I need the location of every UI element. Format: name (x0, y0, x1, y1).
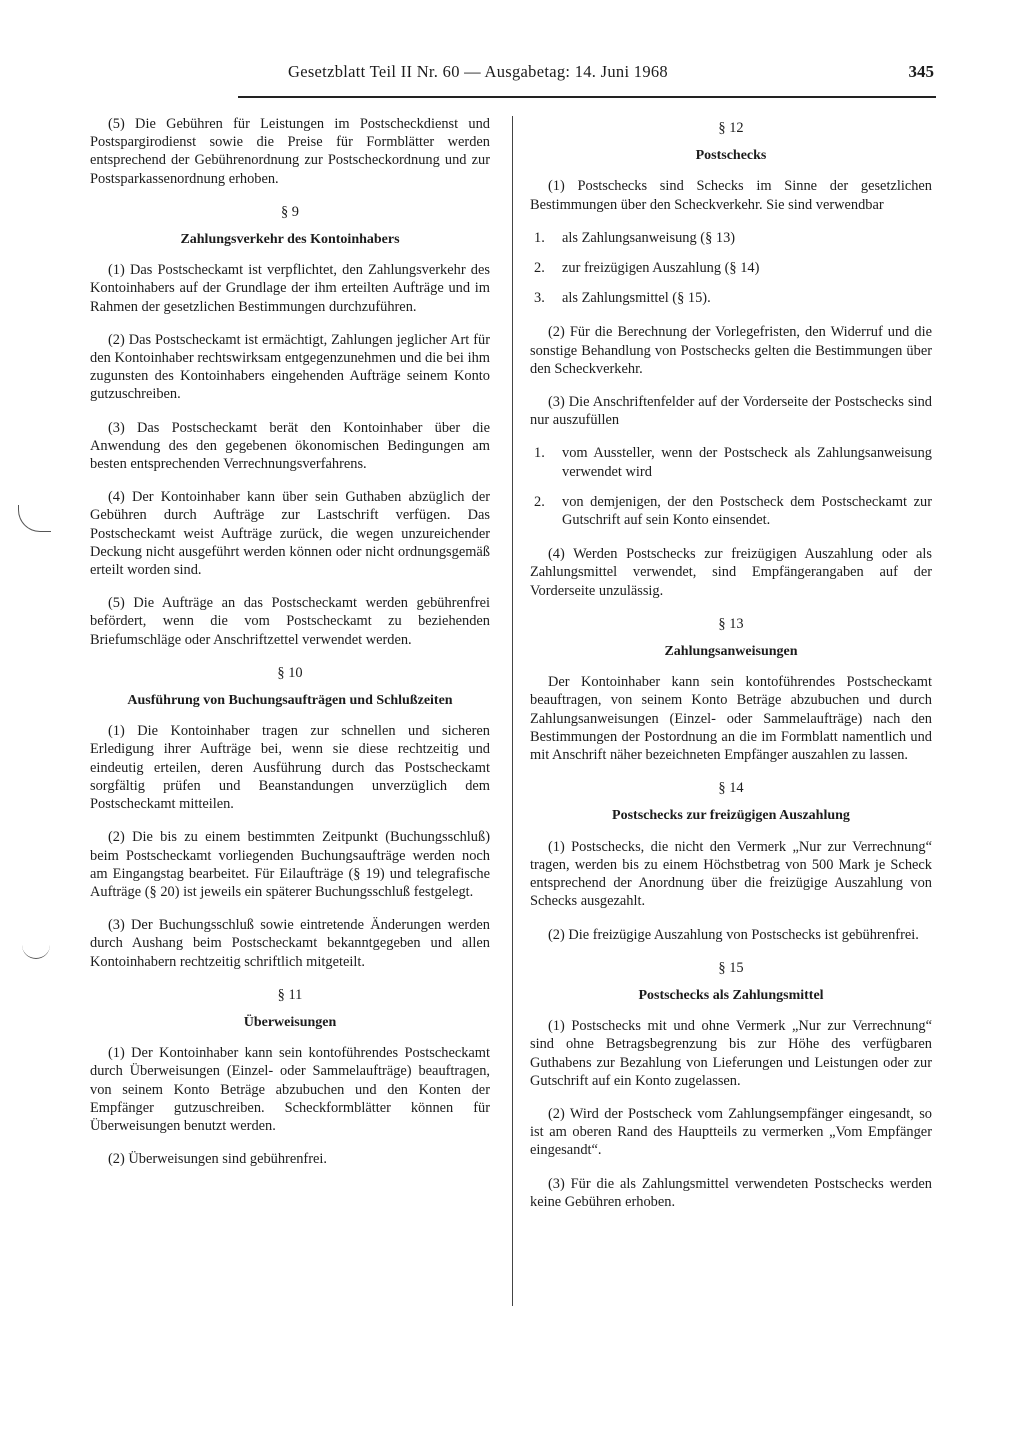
header-title: Gesetzblatt Teil II Nr. 60 — Ausgabetag: 14. Juni 1968 (288, 62, 668, 81)
list-item (530, 444, 932, 480)
section-number: § 10 (277, 664, 303, 681)
paragraph: (3) Der Buchungsschluß sowie eintretende Änderungen werden durch Aushang beim Postscheckamt bekanntgegeben und allen Kontoinhabern rechtzeitig schriftlich mitgeteilt. (90, 917, 490, 970)
margin-mark (18, 505, 51, 532)
paragraph: (3) Die Anschriftenfelder auf der Vorderseite der Postschecks sind nur auszufüllen (530, 394, 932, 429)
right-column (530, 115, 932, 1226)
column-divider (512, 116, 513, 1306)
paragraph: (1) Postschecks, die nicht den Vermerk „Nur zur Verrechnung“ tragen, werden bis zu einem Höchstbetrag von 500 Mark je Scheck entsprechend der Anordnung über die freizügige Auszahlung von Schecks ausgezahlt. (530, 838, 932, 910)
section-title: Ausführung von Buchungsaufträgen und Schlußzeiten (127, 693, 453, 709)
left-column (90, 115, 490, 1183)
list-item-number: 1. (534, 445, 545, 462)
paragraph: (2) Das Postscheckamt ist ermächtigt, Zahlungen jeglicher Art für den Kontoinhaber rechtswirksam entgegenzunehmen und die bei ihm zugunsten des Kontoinhabers eingehenden Aufträge seinem Konto gutzuschreiben. (90, 331, 490, 403)
section-title: Postschecks (695, 148, 767, 164)
paragraph: (2) Für die Berechnung der Vorlegefristen, den Widerruf und die sonstige Behandlung von Postschecks gelten die Bestimmungen über den Scheckverkehr. (530, 324, 932, 377)
paragraph: (1) Die Kontoinhaber tragen zur schnellen und sicheren Erledigung ihrer Aufträge bei, wenn sie diese rechtzeitig und eindeutig erteilen, deren Ausführung durch das Postscheckamt sorgfältig prüfen und Beanstandungen unverzüglich dem Postscheckamt mitteilen. (90, 723, 490, 813)
paragraph: (5) Die Gebühren für Leistungen im Postscheckdienst und Postspargirodienst sowie die Preise für Formblätter werden entsprechend der Gebührenordnung zur Postscheckordnung und zur Postsparkassenordnung erhoben. (90, 116, 490, 187)
margin-mark (22, 936, 50, 959)
paragraph: (4) Der Kontoinhaber kann über sein Guthaben abzüglich der Gebühren durch Aufträge zur Lastschrift verfügen. Das Postscheckamt weist Aufträge zurück, die wegen unzureichender Deckung nicht ausgeführt werden können oder nicht ordnungsgemäß erteilt worden sind. (90, 489, 490, 579)
list-item-number: 2. (534, 260, 545, 277)
list-item-number: 1. (534, 229, 545, 246)
section-number: § 15 (718, 959, 744, 976)
paragraph: (2) Wird der Postscheck vom Zahlungsempfänger eingesandt, so ist am oberen Rand des Hauptteils zu vermerken „Vom Empfänger eingesandt“. (530, 1105, 932, 1159)
list-item (530, 493, 932, 529)
list-item-text: von demjenigen, der den Postscheck dem Postscheckamt zur Gutschrift auf sein Konto einsendet. (562, 493, 932, 529)
list-item (530, 229, 932, 247)
paragraph: (2) Die bis zu einem bestimmten Zeitpunkt (Buchungsschluß) beim Postscheckamt vorliegenden Buchungsaufträge werden noch am Eingangstag bearbeitet. Für Eilaufträge (§ 19) und telegrafische Aufträge (§ 20) ist jeweils ein späterer Buchungsschluß festgelegt. (90, 829, 490, 900)
section-title: Postschecks als Zahlungsmittel (638, 987, 824, 1003)
list-item (530, 289, 932, 307)
section-title: Zahlungsverkehr des Kontoinhabers (180, 232, 400, 248)
paragraph: (1) Der Kontoinhaber kann sein kontoführendes Postscheckamt durch Überweisungen (Einzel- oder Sammelaufträge) beauftragen, von seinem Konto Beträge abzubuchen und den Konten der Empfänger gutzuschreiben. Scheckformblätter können für Überweisungen benutzt werden. (90, 1045, 490, 1134)
paragraph: (2) Überweisungen sind gebührenfrei. (108, 1151, 327, 1168)
section-number: § 12 (718, 120, 744, 136)
list-item-text: als Zahlungsanweisung (§ 13) (562, 229, 736, 246)
paragraph: Der Kontoinhaber kann sein kontoführendes Postscheckamt beauftragen, von seinem Konto Beträge abzubuchen und durch Zahlungsanweisungen (Einzel- oder Sammelaufträge) nach den Bestimmungen der Postordnung an die im Formblatt namentlich und mit Anschrift näher bezeichneten Empfänger auszahlen zu lassen. (530, 674, 932, 764)
section-number: § 13 (718, 615, 744, 632)
paragraph: (1) Das Postscheckamt ist verpflichtet, den Zahlungsverkehr des Kontoinhabers auf der Grundlage der ihm erteilten Aufträge und im Rahmen der gesetzlichen Bestimmungen durchzuführen. (90, 262, 490, 315)
section-number: § 14 (718, 780, 744, 797)
section-number: § 9 (281, 203, 299, 220)
page-header (238, 60, 936, 98)
section-number: § 11 (277, 986, 303, 1003)
paragraph: (5) Die Aufträge an das Postscheckamt werden gebührenfrei befördert, wenn die vom Postscheckamt zu beziehenden Briefumschläge oder Anschriftzettel verwendet werden. (90, 595, 490, 648)
paragraph: (3) Für die als Zahlungsmittel verwendeten Postschecks werden keine Gebühren erhoben. (530, 1175, 932, 1210)
paragraph: (2) Die freizügige Auszahlung von Postschecks ist gebührenfrei. (548, 926, 919, 943)
paragraph: (1) Postschecks mit und ohne Vermerk „Nur zur Verrechnung“ sind ohne Betragsbegrenzung bis zur Höhe des verfügbaren Guthabens zur Bezahlung von Lieferungen und Leistungen oder zur Gutschrift auf ein Konto zugelassen. (530, 1018, 932, 1089)
section-title: Überweisungen (243, 1014, 337, 1030)
list-item-text: vom Aussteller, wenn der Postscheck als Zahlungsanweisung verwendet wird (562, 445, 932, 480)
list-item-number: 2. (534, 493, 545, 510)
list-item-number: 3. (534, 290, 545, 307)
list-item-text: zur freizügigen Auszahlung (§ 14) (562, 260, 760, 277)
paragraph: (1) Postschecks sind Schecks im Sinne der gesetzlichen Bestimmungen über den Scheckverkehr. Sie sind verwendbar (530, 178, 932, 213)
list-item (530, 259, 932, 277)
section-title: Zahlungsanweisungen (664, 644, 798, 660)
page-number: 345 (908, 62, 934, 81)
paragraph: (3) Das Postscheckamt berät den Kontoinhaber über die Anwendung des den gegebenen ökonomischen Bedingungen am besten entsprechenden Verrechnungsverfahrens. (90, 419, 490, 473)
section-title: Postschecks zur freizügigen Auszahlung (612, 808, 850, 824)
list-item-text: als Zahlungsmittel (§ 15). (562, 290, 711, 307)
paragraph: (4) Werden Postschecks zur freizügigen Auszahlung oder als Zahlungsmittel verwendet, sind Empfängerangaben auf der Vorderseite unzulässig. (530, 546, 932, 599)
